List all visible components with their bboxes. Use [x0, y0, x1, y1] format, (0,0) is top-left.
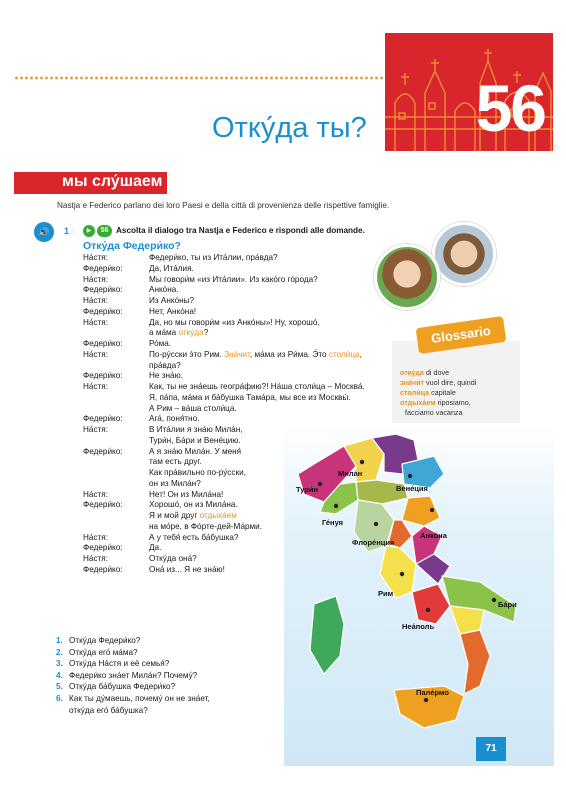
dialog-speaker: На́стя:	[83, 382, 109, 391]
city-label-bari: Ба́ри	[498, 600, 517, 609]
dialog-text: ,	[359, 349, 362, 359]
dialog-line	[149, 533, 238, 544]
dialog-text: Мы говори́м «из Ита́лии». Из како́го го́рода?	[149, 274, 318, 284]
dialog-line	[149, 339, 171, 350]
speaker-icon[interactable]: 🔊	[34, 222, 54, 242]
question-item	[56, 670, 198, 680]
dialog-speaker: Федери́ко:	[83, 306, 123, 316]
dialog-line	[149, 382, 365, 393]
dialog-text: ?	[203, 328, 209, 338]
dialog-line	[149, 275, 318, 286]
audio-track-icon[interactable]: ▶	[83, 225, 95, 237]
question-item	[56, 647, 138, 657]
question-text: отку́да его́ ба́бушка?	[69, 705, 148, 715]
dialog-text: он из Мила́н?	[149, 478, 201, 488]
dialog-text: Ага́, поня́тно.	[149, 414, 200, 424]
dialog-line	[149, 468, 246, 479]
dialog-line	[149, 479, 201, 490]
dialog-speaker: Федери́ко:	[83, 414, 123, 424]
dialog-text: Нет! Он из Мила́на!	[149, 489, 224, 499]
dialog-text: пра́вда?	[149, 360, 181, 370]
question-number: 3.	[56, 659, 63, 669]
dialog-text: на мо́ре, в Фо́рте-дей-Ма́рми.	[149, 521, 263, 531]
glossary-definition: di dove	[423, 368, 450, 377]
city-label-naples: Неа́поль	[402, 622, 435, 631]
dialog-line	[149, 371, 183, 382]
dialog-speaker: Федери́ко:	[83, 339, 123, 348]
glossary-entry	[400, 388, 456, 397]
dialog-line	[149, 447, 241, 458]
question-number: 1.	[56, 636, 63, 645]
dialog-line	[149, 296, 194, 307]
boy-photo	[432, 222, 496, 286]
region-sardegna	[310, 596, 344, 674]
region-campania	[412, 584, 450, 624]
question-text: Отку́да На́стя и её семья́?	[69, 659, 170, 669]
dialog-text: Она́ из... Я не зна́ю!	[149, 564, 225, 574]
dialog-line	[149, 565, 225, 576]
dialog-speaker: Федери́ко:	[83, 285, 123, 295]
dialog-line	[149, 554, 197, 565]
dialog-line	[149, 436, 241, 447]
glossary-word: отдыха́ем	[400, 398, 436, 407]
dialog-text: там есть друг.	[149, 457, 202, 467]
dialog-line	[149, 285, 179, 296]
question-text: Федери́ко зна́ет Мила́н? Почему́?	[69, 670, 198, 680]
dialog-text: Нет, Анко́на!	[149, 306, 197, 316]
city-label-ancona: Анко́на	[420, 531, 447, 540]
glossary-word: отку́да	[400, 368, 424, 377]
dialog-line	[149, 307, 196, 318]
lesson-number: 56	[475, 71, 545, 145]
dialog-speaker: На́стя:	[83, 489, 109, 499]
dialog-text: Тури́н, Ба́ри и Вене́цию.	[149, 435, 241, 445]
city-label-rome: Рим	[378, 589, 394, 598]
highlight-word: отку́да	[178, 328, 204, 338]
dialog-speaker: Федери́ко:	[83, 500, 123, 510]
dialog-text: По-ру́сски э́то Рим.	[149, 349, 225, 359]
region-calabria	[460, 630, 490, 694]
dialog-line	[149, 328, 208, 339]
dialog-speaker: Федери́ко:	[83, 371, 123, 381]
exercise-instruction: Ascolta il dialogo tra Nastja e Federico e rispondi alle domande.	[116, 226, 365, 235]
question-item	[56, 694, 210, 703]
dialog-speaker: На́стя:	[83, 554, 109, 563]
dialog-text: В Ита́лии я зна́ю Мила́н,	[149, 425, 243, 434]
dialog-text: Я, па́па, ма́ма и ба́бушка Тама́ра, мы все из Москвы́.	[149, 392, 351, 402]
section-header	[14, 172, 167, 194]
dialog-text: Да.	[149, 543, 162, 553]
dialog-line	[149, 253, 278, 264]
dialog-line	[149, 490, 223, 501]
glossary-word: столи́ца	[400, 388, 430, 397]
region-marche	[402, 496, 440, 526]
dialog-text: Не зна́ю.	[149, 371, 183, 381]
dialog-line	[149, 404, 237, 415]
dialog-text: Да, но мы говори́м «из Анко́ны»! Ну, хорошо́,	[149, 317, 320, 327]
dialog-line	[149, 393, 351, 404]
city-label-florence: Флоре́нция	[352, 538, 395, 547]
question-item	[56, 636, 141, 645]
highlight-word: отдыха́ем	[199, 511, 237, 520]
question-item	[56, 659, 170, 669]
dialog-speaker: Федери́ко:	[83, 543, 123, 553]
question-number: 5.	[56, 682, 63, 692]
dialog-line	[149, 425, 243, 436]
glossary-entry	[400, 378, 476, 387]
highlight-word: столи́ца	[328, 349, 360, 359]
dialog-text: Из Анко́ны?	[149, 296, 195, 305]
question-text: Отку́да ба́бушка Федери́ко?	[69, 682, 176, 692]
page-number: 71	[476, 737, 506, 761]
lesson-banner	[385, 33, 553, 151]
page-title: Отку́да ты?	[212, 112, 367, 144]
dialog-text: Анко́на.	[149, 285, 179, 295]
question-number: 6.	[56, 694, 63, 703]
question-text: Отку́да Федери́ко?	[69, 636, 141, 645]
dialog-speaker: На́стя:	[83, 274, 109, 284]
intro-text: Nastja e Federico parlano dei loro Paesi e della città di provenienza delle rispettive famiglie.	[57, 201, 390, 210]
dialog-line	[149, 318, 320, 329]
question-text: Как ты ду́маешь, почему́ он не зна́ет,	[69, 694, 210, 703]
dialog-text: Федери́ко, ты из Ита́лии, пра́вда?	[149, 253, 278, 262]
dialog-text: А Рим – ва́ша столи́ца.	[149, 403, 237, 413]
dialog-text: Как, ты не зна́ешь геогра́фию?! На́ша столи́ца – Москва́.	[149, 382, 365, 391]
city-label-venice: Вене́ция	[396, 484, 428, 493]
question-number: 4.	[56, 670, 63, 680]
dialog-text: А я зна́ю Мила́н. У меня́	[149, 446, 242, 456]
glossary-entry	[400, 368, 449, 377]
dialog-text: , ма́ма из Ри́ма. Э́то	[249, 349, 329, 359]
dialog-speaker: На́стя:	[83, 253, 109, 262]
dialog-text: Как пра́вильно по-ру́сски,	[149, 468, 246, 477]
glossary-word: зна́чит	[400, 378, 425, 387]
audio-track-badge: 56	[97, 225, 112, 237]
dialog-speaker: На́стя:	[83, 425, 109, 434]
dialog-speaker: Федери́ко:	[83, 446, 123, 456]
dialog-text: Отку́да она́?	[149, 554, 197, 563]
dialog-line	[149, 350, 362, 361]
question-item	[56, 682, 176, 692]
question-number: 2.	[56, 647, 63, 657]
exercise-number: 1	[64, 226, 70, 236]
dialog-line	[149, 500, 238, 511]
dialog-line	[149, 414, 199, 425]
question-text: Отку́да его́ ма́ма?	[69, 647, 138, 657]
dialog-speaker: На́стя:	[83, 317, 109, 327]
dialog-text: Я и мой друг	[149, 511, 200, 520]
dialog-speaker: На́стя:	[83, 532, 109, 542]
city-label-milan: Мила́н	[338, 469, 363, 478]
dialog-line	[149, 457, 202, 468]
dialog-title: Отку́да Федери́ко?	[83, 240, 181, 252]
glossary-definition: capitale	[429, 388, 456, 397]
dialog-text: Ро́ма.	[149, 339, 172, 348]
glossary-title: Glossario	[416, 316, 507, 354]
city-label-turin: Тури́н	[296, 485, 319, 494]
dialog-line	[149, 264, 194, 275]
glossary-definition: riposiamo,	[435, 398, 471, 407]
dialog-speaker: Федери́ко:	[83, 263, 123, 273]
highlight-word: Зна́чит	[224, 349, 250, 359]
girl-photo	[374, 244, 440, 310]
dialog-text: а ма́ма	[149, 328, 179, 338]
dialog-line	[149, 361, 181, 372]
dialog-line	[149, 543, 161, 554]
glossary-definition: vuol dire, quindi	[424, 378, 477, 387]
dialog-speaker: Федери́ко:	[83, 564, 123, 574]
glossary-entry	[400, 398, 471, 407]
dialog-text: А у тебя́ есть ба́бушка?	[149, 532, 239, 542]
city-label-palermo: Пале́рмо	[416, 688, 449, 697]
question-item	[69, 706, 148, 715]
dialog-speaker: На́стя:	[83, 349, 109, 359]
decorative-dotted-line	[14, 76, 386, 80]
dialog-text: Да, Ита́лия.	[149, 263, 194, 273]
city-label-genoa: Ге́нуя	[322, 518, 344, 527]
dialog-line	[149, 522, 262, 533]
section-label: мы слу́шаем	[62, 173, 163, 190]
dialog-line	[149, 511, 237, 522]
glossary-definition: facciamo vacanza	[405, 408, 463, 417]
glossary-entry	[405, 408, 463, 417]
dialog-speaker: На́стя:	[83, 296, 109, 305]
dialog-text: Хорошо́, он из Мила́на.	[149, 500, 238, 510]
italy-map	[284, 424, 554, 766]
